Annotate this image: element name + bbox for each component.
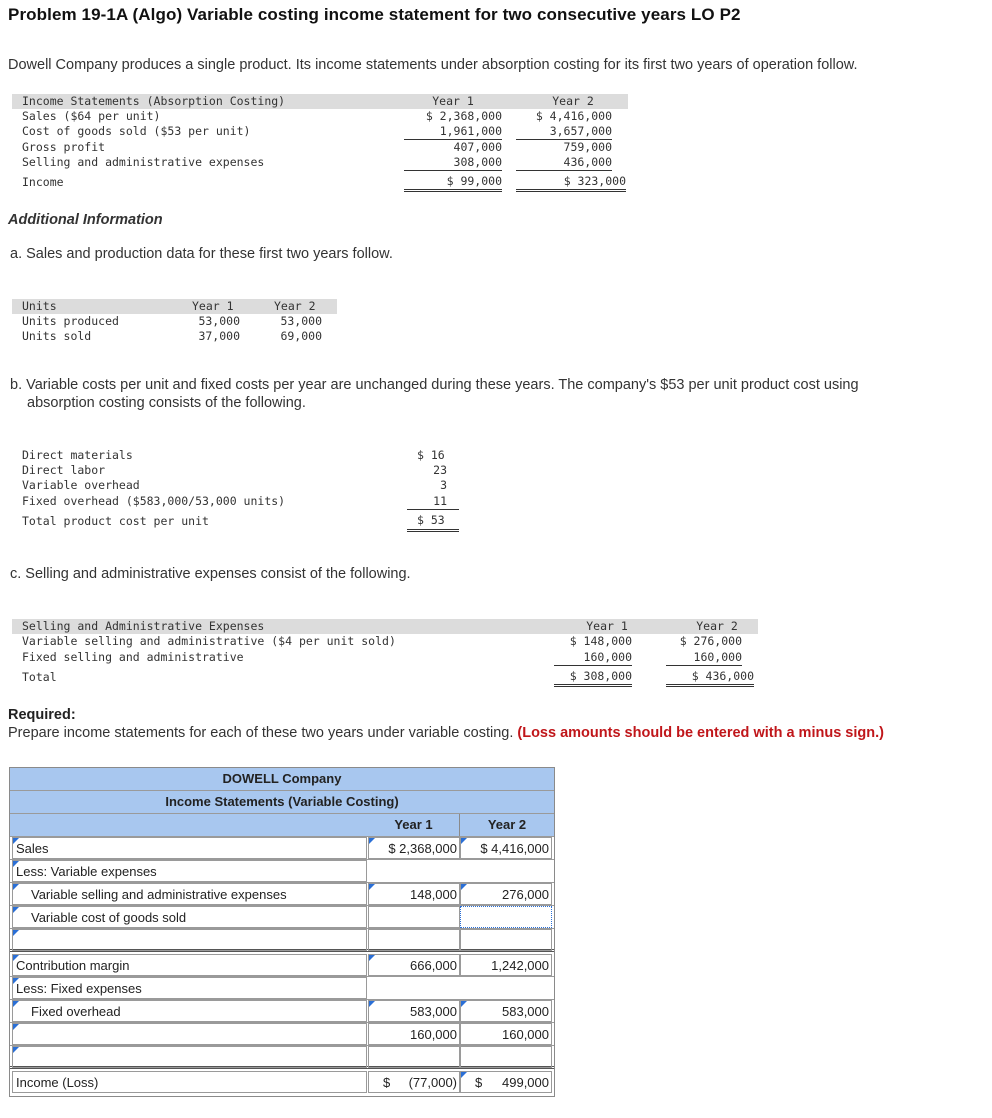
selling-row-label: Variable selling and administrative ($4 per unit sold) xyxy=(22,634,396,648)
answer-label-input[interactable] xyxy=(12,1046,367,1068)
product-cost-table xyxy=(12,448,462,532)
units-col-year1: Year 1 xyxy=(192,299,234,313)
answer-label-text: Less: Fixed expenses xyxy=(16,981,142,996)
dropdown-marker-icon xyxy=(13,1047,19,1053)
answer-year2-value: 583,000 xyxy=(502,1004,549,1019)
answer-col-year2: Year 2 xyxy=(487,817,527,832)
answer-year2-value: 499,000 xyxy=(502,1075,549,1090)
answer-year2-input[interactable] xyxy=(460,906,552,928)
answer-year2-value: $ 4,416,000 xyxy=(480,841,549,856)
answer-row-contribution-margin xyxy=(10,954,554,977)
dropdown-marker-icon xyxy=(13,861,19,867)
answer-row-less-variable xyxy=(10,860,554,883)
answer-year1-input[interactable] xyxy=(368,1000,460,1022)
units-header: Units xyxy=(22,299,57,313)
abs-row-label: Sales ($64 per unit) xyxy=(22,109,161,123)
required-note: (Loss amounts should be entered with a minus sign.) xyxy=(517,725,884,741)
answer-row-sales xyxy=(10,837,554,860)
answer-col-year1: Year 1 xyxy=(368,814,460,836)
answer-row-fixed-selling xyxy=(10,1023,554,1046)
answer-year1-value: $ 2,368,000 xyxy=(388,841,457,856)
intro-text: Dowell Company produces a single product. Its income statements under absorption costing for its first two years of operation follow. xyxy=(8,57,858,73)
abs-row-y2: 759,000 xyxy=(563,140,612,154)
cost-row-label: Total product cost per unit xyxy=(22,514,209,528)
answer-year1-input[interactable] xyxy=(368,883,460,905)
selling-header: Selling and Administrative Expenses xyxy=(22,619,265,633)
answer-year1-input[interactable] xyxy=(368,906,460,928)
input-marker-icon xyxy=(369,884,375,890)
units-col-year2: Year 2 xyxy=(274,299,316,313)
answer-year2-input[interactable] xyxy=(460,1023,552,1045)
answer-label-input[interactable] xyxy=(12,954,367,976)
answer-year1-input[interactable] xyxy=(368,929,460,951)
abs-row-y1: 308,000 xyxy=(404,155,502,171)
answer-label-text: Fixed overhead xyxy=(31,1004,121,1019)
answer-company-row xyxy=(10,768,554,791)
cost-row-value: 23 xyxy=(433,463,447,477)
input-marker-icon xyxy=(369,955,375,961)
input-marker-icon xyxy=(369,1001,375,1007)
part-b-text-line2: absorption costing consists of the following. xyxy=(27,395,306,411)
problem-title: Problem 19-1A (Algo) Variable costing income statement for two consecutive years LO P2 xyxy=(8,5,741,24)
absorption-header: Income Statements (Absorption Costing) xyxy=(22,94,286,108)
answer-label-input[interactable] xyxy=(12,929,367,951)
answer-row-variable-selling xyxy=(10,883,554,906)
additional-info-heading: Additional Information xyxy=(8,212,163,228)
abs-row-label: Gross profit xyxy=(22,140,106,154)
answer-year2-input[interactable] xyxy=(460,1046,552,1068)
answer-label-input[interactable] xyxy=(12,860,367,882)
abs-row-y2: 3,657,000 xyxy=(516,124,612,140)
abs-row-label: Income xyxy=(22,175,64,189)
absorption-col-year2: Year 2 xyxy=(552,94,594,108)
answer-year2-input[interactable] xyxy=(460,929,552,951)
answer-year1-currency: $ xyxy=(383,1075,391,1090)
answer-year2-input[interactable] xyxy=(460,837,552,859)
units-row-y1: 37,000 xyxy=(198,329,240,343)
answer-year1-value: 583,000 xyxy=(410,1004,457,1019)
input-marker-icon xyxy=(461,838,467,844)
cost-row-label: Variable overhead xyxy=(22,478,140,492)
answer-row-variable-cogs xyxy=(10,906,554,929)
input-marker-icon xyxy=(461,1072,467,1078)
answer-year1-value: 148,000 xyxy=(410,887,457,902)
units-row-y2: 69,000 xyxy=(280,329,322,343)
answer-year1-input[interactable] xyxy=(368,1046,460,1068)
abs-row-y1: 407,000 xyxy=(453,140,502,154)
answer-statement-row xyxy=(10,791,554,814)
dropdown-marker-icon xyxy=(13,1024,19,1030)
abs-row-y2: 436,000 xyxy=(516,155,612,171)
selling-row-y2: $ 436,000 xyxy=(666,669,754,687)
answer-year2-input[interactable] xyxy=(460,954,552,976)
answer-label-input[interactable] xyxy=(12,883,367,905)
input-marker-icon xyxy=(369,838,375,844)
part-c-text: c. Selling and administrative expenses consist of the following. xyxy=(10,566,411,582)
required-instructions xyxy=(8,725,884,741)
answer-label-text: Less: Variable expenses xyxy=(16,864,157,879)
answer-columns-row xyxy=(10,814,554,837)
dropdown-marker-icon xyxy=(13,907,19,913)
answer-label-input[interactable] xyxy=(12,1023,367,1045)
input-marker-icon xyxy=(461,1001,467,1007)
cost-row-label: Direct materials xyxy=(22,448,133,462)
abs-row-y1: $ 2,368,000 xyxy=(425,109,502,123)
answer-year2-currency: $ xyxy=(475,1075,483,1090)
answer-row-income-loss xyxy=(10,1071,554,1094)
selling-row-y1: $ 308,000 xyxy=(554,669,632,687)
variable-costing-answer-table xyxy=(9,767,555,1097)
cost-row-value: 11 xyxy=(433,494,447,508)
answer-year2-value: 276,000 xyxy=(502,887,549,902)
units-row-y1: 53,000 xyxy=(198,314,240,328)
answer-label-input[interactable] xyxy=(12,837,367,859)
required-label: Required: xyxy=(8,707,76,723)
cost-row-value: $ 53 xyxy=(417,513,445,527)
answer-label-text: Variable selling and administrative expenses xyxy=(31,887,287,902)
answer-label-input[interactable] xyxy=(12,1071,367,1093)
answer-year1-input[interactable] xyxy=(368,1023,460,1045)
answer-year1-input[interactable] xyxy=(368,1071,460,1093)
dropdown-marker-icon xyxy=(13,978,19,984)
answer-year2-input[interactable] xyxy=(460,883,552,905)
abs-row-y1: $ 99,000 xyxy=(404,174,502,192)
abs-row-y2: $ 323,000 xyxy=(516,174,626,192)
selling-admin-table xyxy=(12,619,758,691)
abs-row-y1: 1,961,000 xyxy=(404,124,502,140)
answer-year2-value: 160,000 xyxy=(502,1027,549,1042)
selling-row-y1: $ 148,000 xyxy=(569,634,632,648)
answer-label-text: Variable cost of goods sold xyxy=(31,910,187,925)
dropdown-marker-icon xyxy=(13,838,19,844)
selling-row-y2: 160,000 xyxy=(666,650,742,666)
units-row-label: Units sold xyxy=(22,329,92,343)
selling-row-label: Total xyxy=(22,670,57,684)
answer-label-text: Sales xyxy=(16,841,49,856)
answer-year1-value: (77,000) xyxy=(408,1075,457,1090)
dropdown-marker-icon xyxy=(13,1001,19,1007)
answer-label-input[interactable] xyxy=(12,977,367,999)
absorption-table xyxy=(12,94,628,194)
answer-row-blank xyxy=(10,1046,554,1069)
units-row-label: Units produced xyxy=(22,314,119,328)
answer-year2-input[interactable] xyxy=(460,1071,552,1093)
answer-year1-value: 666,000 xyxy=(410,958,457,973)
required-text: Prepare income statements for each of these two years under variable costing. xyxy=(8,725,514,741)
dropdown-marker-icon xyxy=(13,955,19,961)
cost-row-value: $ 16 xyxy=(417,448,445,462)
answer-year2-value: 1,242,000 xyxy=(491,958,549,973)
answer-label-input[interactable] xyxy=(12,906,367,928)
answer-year1-input[interactable] xyxy=(368,954,460,976)
selling-col-year1: Year 1 xyxy=(586,619,628,633)
answer-year1-input[interactable] xyxy=(368,837,460,859)
selling-row-y2: $ 276,000 xyxy=(679,634,742,648)
part-b-text-line1: b. Variable costs per unit and fixed costs per year are unchanged during these years. The company's $53 per unit product cost using xyxy=(10,377,859,393)
cost-row-value: 3 xyxy=(440,478,447,492)
answer-label-text: Contribution margin xyxy=(16,958,130,973)
abs-row-label: Cost of goods sold ($53 per unit) xyxy=(22,124,251,138)
answer-row-blank xyxy=(10,929,554,952)
selling-col-year2: Year 2 xyxy=(696,619,738,633)
units-table xyxy=(12,299,337,347)
answer-label-text: Income (Loss) xyxy=(16,1075,99,1090)
abs-row-y2: $ 4,416,000 xyxy=(535,109,612,123)
cost-row-label: Direct labor xyxy=(22,463,106,477)
selling-row-y1: 160,000 xyxy=(554,650,632,666)
answer-company-name: DOWELL Company xyxy=(222,771,342,786)
answer-statement-title: Income Statements (Variable Costing) xyxy=(165,794,399,809)
answer-year1-value: 160,000 xyxy=(410,1027,457,1042)
units-row-y2: 53,000 xyxy=(280,314,322,328)
abs-row-label: Selling and administrative expenses xyxy=(22,155,265,169)
input-marker-icon xyxy=(461,884,467,890)
cost-row-label: Fixed overhead ($583,000/53,000 units) xyxy=(22,494,286,508)
dropdown-marker-icon xyxy=(13,930,19,936)
answer-row-less-fixed xyxy=(10,977,554,1000)
absorption-col-year1: Year 1 xyxy=(432,94,474,108)
answer-year2-input[interactable] xyxy=(460,1000,552,1022)
answer-row-fixed-overhead xyxy=(10,1000,554,1023)
part-a-text: a. Sales and production data for these first two years follow. xyxy=(10,246,393,262)
dropdown-marker-icon xyxy=(13,884,19,890)
selling-row-label: Fixed selling and administrative xyxy=(22,650,244,664)
answer-label-input[interactable] xyxy=(12,1000,367,1022)
